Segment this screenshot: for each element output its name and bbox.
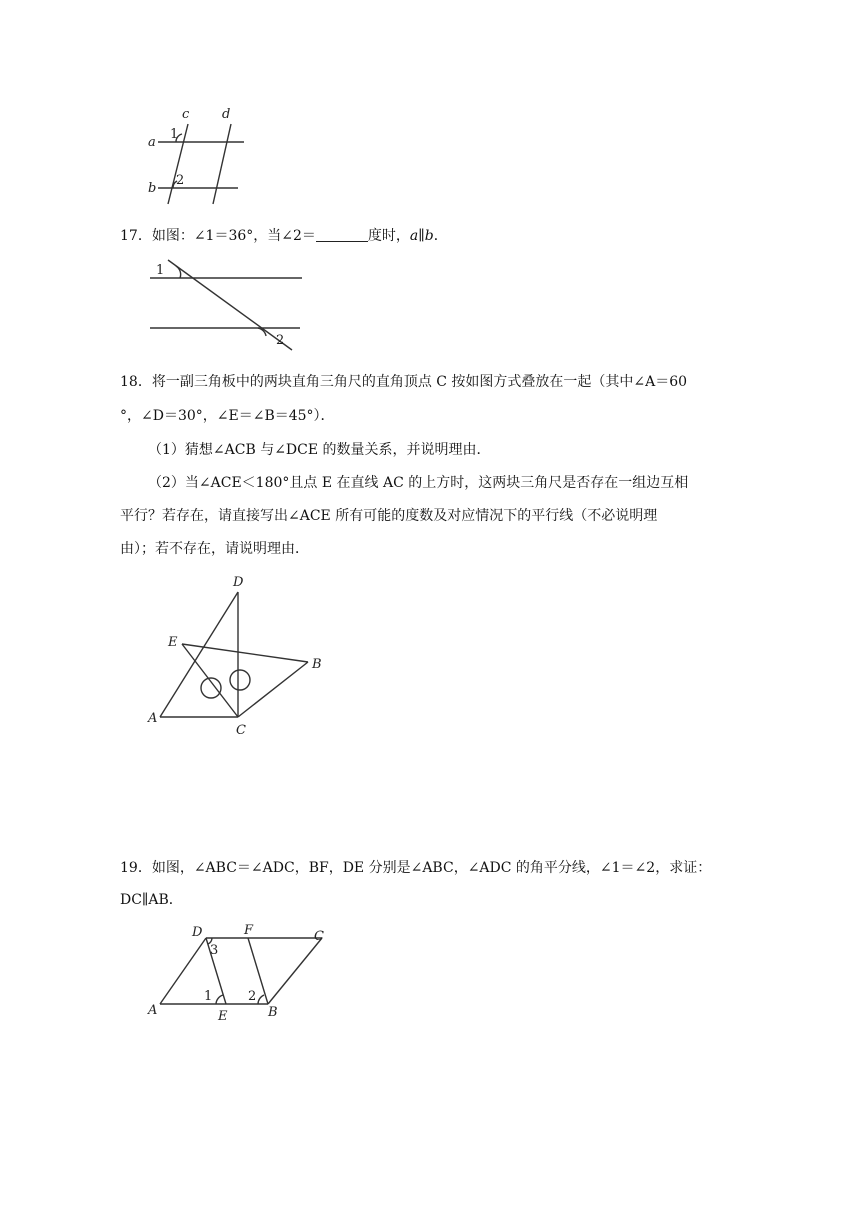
q18-label-B: B (312, 657, 322, 672)
q18-segment-EB (182, 644, 308, 662)
q17-angle2-arc (258, 328, 266, 336)
q19-angle2-arc (258, 995, 264, 1004)
q19-label-D: D (192, 925, 203, 940)
q17-var-b: b (424, 228, 434, 244)
line-d (213, 124, 231, 204)
q19-segment-AD (160, 938, 206, 1004)
q17-text: 如图：∠1＝36°，当∠2＝ (151, 228, 316, 244)
q18-label-C: C (236, 723, 246, 738)
q19-line2: DC∥AB． (120, 892, 183, 908)
q19-angle1-arc (216, 995, 223, 1004)
label-c: c (182, 107, 190, 122)
figure-q17 (146, 254, 306, 354)
q17-end: ． (433, 228, 448, 244)
q17-parallel-symbol: ∥ (418, 228, 425, 244)
q18-part2-line3: 由）；若不存在，请说明理由． (120, 541, 309, 557)
label-a: a (148, 135, 156, 150)
q18-part2-line1: （2）当∠ACE＜180°且点 E 在直线 AC 的上方时，这两块三角尺是否存在一组边互相 (148, 475, 689, 491)
q18-right-angle-marker-2 (230, 670, 250, 690)
q17-text-2: 度时， (367, 228, 410, 244)
q19-label-angle2: 2 (248, 989, 257, 1004)
q17-label-angle1: 1 (156, 263, 165, 278)
q19-label-F: F (244, 923, 254, 938)
figure-q19-parallelogram (146, 920, 336, 1026)
q18-part1: （1）猜想∠ACB 与∠DCE 的数量关系，并说明理由． (148, 442, 491, 458)
q18-segment-BC (238, 662, 308, 717)
q18-line1: 18．将一副三角板中的两块直角三角尺的直角顶点 C 按如图方式叠放在一起（其中∠A＝60 (120, 374, 688, 390)
label-angle2: 2 (176, 173, 185, 188)
label-angle1: 1 (170, 127, 179, 142)
q18-line2: °，∠D＝30°，∠E＝∠B＝45°）． (120, 408, 335, 424)
q19-line1: 19．如图，∠ABC＝∠ADC，BF，DE 分别是∠ABC，∠ADC 的角平分线，∠1＝∠2，求证： (120, 860, 712, 876)
q17-label-angle2: 2 (276, 333, 285, 348)
q18-label-D: D (233, 575, 244, 590)
label-d: d (222, 107, 231, 122)
q19-label-C: C (314, 929, 324, 944)
q19-label-angle3: 3 (210, 943, 219, 958)
q19-label-B: B (268, 1005, 278, 1020)
q19-segment-BC (268, 938, 322, 1004)
q19-label-A: A (148, 1003, 158, 1018)
q17-angle1-arc (176, 266, 181, 278)
q17-var-a: a (409, 228, 419, 244)
figure-q18-triangles (146, 572, 336, 738)
q17-transversal (168, 260, 292, 350)
q19-label-angle1: 1 (204, 989, 213, 1004)
q18-part2-line2: 平行？若存在，请直接写出∠ACE 所有可能的度数及对应情况下的平行线（不必说明理 (120, 508, 658, 524)
figure-parallel-lines-cd (140, 104, 250, 208)
q18-label-E: E (168, 635, 178, 650)
q17-answer-blank[interactable] (316, 227, 368, 242)
q18-segment-AD (160, 592, 238, 717)
q17-number: 17． (120, 228, 152, 244)
label-b: b (148, 181, 157, 196)
q18-label-A: A (148, 711, 158, 726)
question-17 (120, 226, 740, 246)
q19-label-E: E (218, 1009, 228, 1024)
